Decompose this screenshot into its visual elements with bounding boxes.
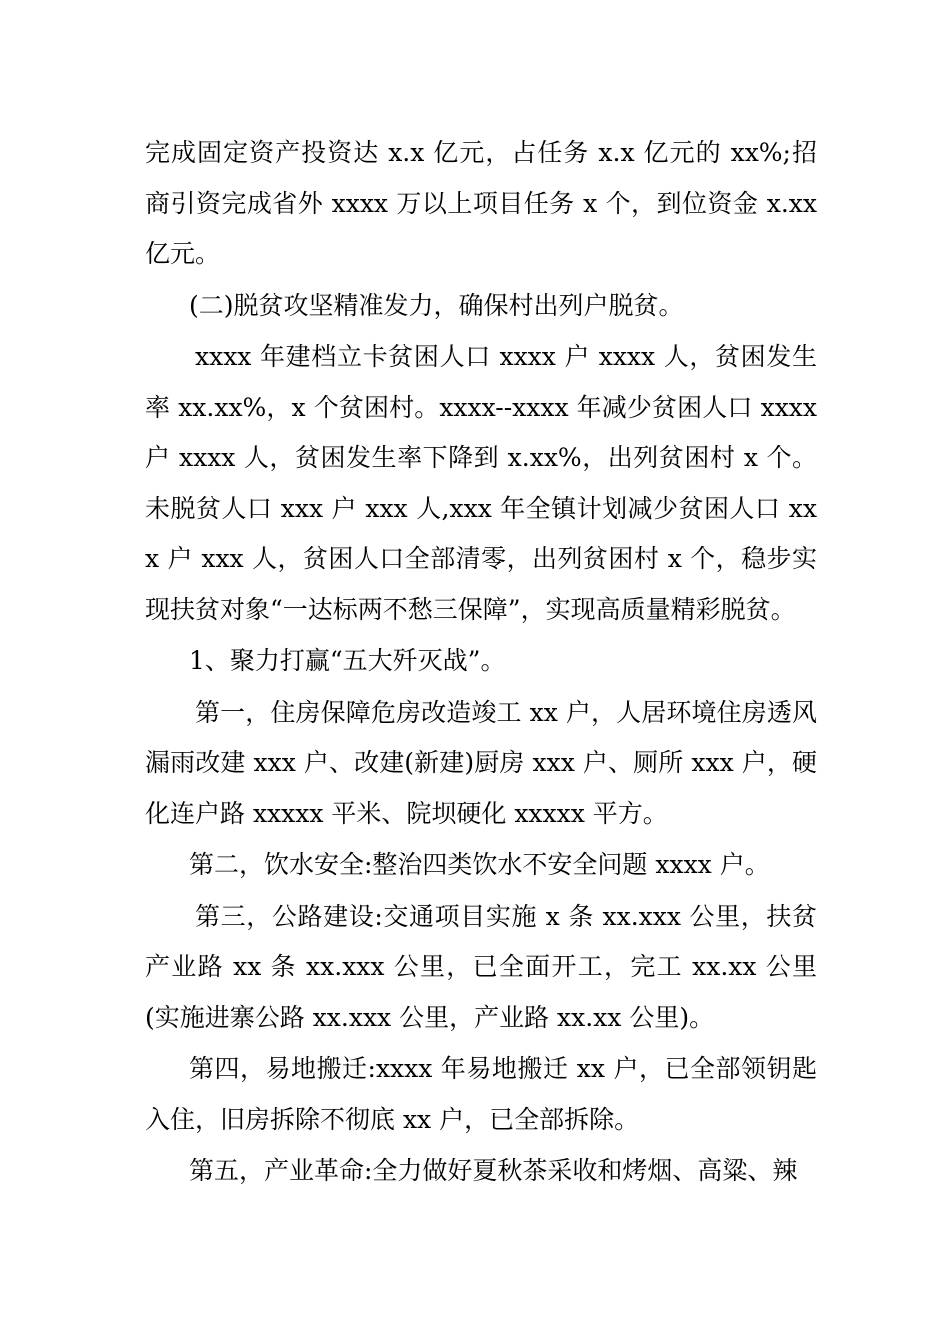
paragraph-poverty-statistics: xxxx 年建档立卡贫困人口 xxxx 户 xxxx 人，贫困发生率 xx.xx%，x 个贫困村。xxxx--xxxx 年减少贫困人口 xxxx 户 xxxx 人，贫困发生率下降到 x.xx%，出列贫困村 x 个。未脱贫人口 xxx 户 xxx 人,xxx 年全镇计划减少贫困人口 xxx 户 xxx 人，贫困人口全部清零，出列贫困村 x 个，稳步实现扶贫对象“一达标两不愁三保障”，实现高质量精彩脱贫。: [145, 342, 817, 624]
document-body: [145, 128, 817, 1197]
subheading-five-battles: 1、聚力打赢“五大歼灭战”。: [189, 646, 506, 675]
section-heading-poverty-alleviation: (二)脱贫攻坚精准发力，确保村出列户脱贫。: [189, 290, 684, 320]
paragraph-drinking-water: 第二，饮水安全:整治四类饮水不安全问题 xxxx 户。: [189, 850, 770, 879]
paragraph-relocation: 第四，易地搬迁:xxxx 年易地搬迁 xx 户，已全部领钥匙入住，旧房拆除不彻底 xx 户，已全部拆除。: [145, 1054, 817, 1134]
paragraph-investment-summary: 完成固定资产投资达 x.x 亿元，占任务 x.x 亿元的 xx%;招商引资完成省外 xxxx 万以上项目任务 x 个，到位资金 x.xx 亿元。: [145, 138, 817, 268]
paragraph-industry-revolution: 第五，产业革命:全力做好夏秋茶采收和烤烟、高粱、辣: [189, 1156, 798, 1185]
paragraph-housing: 第一，住房保障危房改造竣工 xx 户，人居环境住房透风漏雨改建 xxx 户、改建(新建)厨房 xxx 户、厕所 xxx 户，硬化连户路 xxxxx 平米、院坝硬化 xxxxx 平方。: [145, 697, 817, 828]
paragraph-road-construction: 第三，公路建设:交通项目实施 x 条 xx.xxx 公里，扶贫产业路 xx 条 xx.xxx 公里，已全面开工，完工 xx.xx 公里(实施进寨公路 xx.xxx 公里，产业路 xx.xx 公里)。: [145, 901, 817, 1032]
